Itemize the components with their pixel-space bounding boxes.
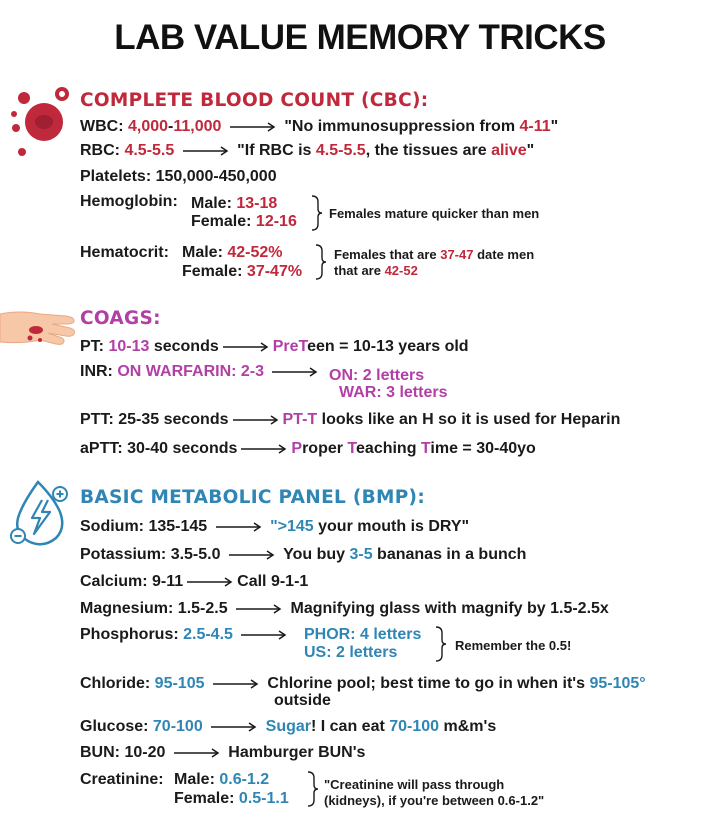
rbc-label: RBC:	[80, 142, 120, 159]
bun-row	[80, 744, 365, 762]
coags-heading: COAGS:	[80, 308, 161, 329]
bun-m: Hamburger BUN's	[228, 744, 366, 761]
potassium-m1: You buy	[283, 546, 350, 563]
creatinine-male	[174, 771, 269, 789]
chloride-label: Chloride:	[80, 675, 155, 692]
hematocrit-male-label: Male:	[182, 244, 223, 261]
aptt-row	[80, 440, 536, 458]
arrow-icon	[211, 722, 257, 732]
arrow-icon	[241, 444, 287, 454]
creatinine-note2: (kidneys), if you're between 0.6-1.2"	[324, 793, 545, 808]
arrow-icon	[216, 522, 262, 532]
rbc-row	[80, 142, 534, 160]
aptt-m-2: eaching	[356, 440, 421, 457]
wbc-label: WBC:	[80, 118, 124, 135]
inr-label: INR:	[80, 363, 113, 380]
hematocrit-note3: that are	[334, 263, 385, 278]
creatinine-label: Creatinine:	[80, 771, 164, 788]
pt-m-t: T	[298, 338, 308, 355]
pt-m-rest: = 10-13 years old	[334, 338, 469, 355]
pt-m-pre: Pre	[272, 338, 299, 355]
arrow-icon	[223, 342, 269, 352]
bun-label: BUN: 10-20	[80, 744, 166, 761]
glucose-m1: Sugar	[265, 718, 311, 735]
arrow-icon	[241, 630, 287, 640]
glucose-m4: m&m's	[439, 718, 497, 735]
wbc-high: 11,000	[173, 118, 222, 135]
brace-icon	[306, 770, 320, 808]
sodium-m2: your mouth is DRY"	[313, 518, 470, 535]
arrow-icon	[174, 748, 220, 758]
glucose-range: 70-100	[152, 718, 203, 735]
aptt-m-3: ime = 30-40yo	[430, 440, 536, 457]
wbc-mnemonic-prefix: "No immunosuppression from	[284, 118, 520, 135]
rbc-m2: 4.5-5.5	[315, 142, 366, 159]
hematocrit-female-value: 37-47%	[246, 263, 303, 280]
platelets-row: Platelets: 150,000-450,000	[80, 168, 277, 185]
hemoglobin-female	[191, 213, 297, 231]
inr-mnemonic-1: ON: 2 letters	[329, 367, 425, 384]
potassium-m2: 3-5	[349, 546, 373, 563]
glucose-row	[80, 718, 496, 736]
chloride-m3: outside	[274, 692, 331, 709]
brace-icon	[434, 625, 448, 663]
chloride-row	[80, 675, 646, 693]
potassium-label: Potassium: 3.5-5.0	[80, 546, 221, 563]
arrow-icon	[213, 679, 259, 689]
creatinine-male-value: 0.6-1.2	[219, 771, 270, 788]
inr-mnemonic-2: WAR: 3 letters	[339, 384, 448, 401]
hemoglobin-male	[191, 195, 277, 213]
ptt-row	[80, 411, 620, 429]
sodium-label: Sodium: 135-145	[80, 518, 208, 535]
aptt-m-t2: T	[420, 440, 431, 457]
wbc-low: 4,000	[128, 118, 169, 135]
creatinine-female	[174, 790, 289, 808]
calcium-m: Call 9-1-1	[237, 573, 309, 590]
creatinine-female-value: 0.5-1.1	[238, 790, 289, 807]
hematocrit-note-range1: 37-47	[440, 247, 474, 262]
pt-unit: seconds	[149, 338, 219, 355]
arrow-icon	[229, 550, 275, 560]
blood-cells-icon	[8, 82, 78, 158]
creatinine-female-label: Female:	[174, 790, 235, 807]
glucose-m2: ! I can eat	[310, 718, 390, 735]
pt-m-een: een	[307, 338, 335, 355]
brace-icon	[310, 194, 324, 232]
glucose-label: Glucose:	[80, 718, 153, 735]
hematocrit-note-line2	[334, 263, 418, 278]
calcium-row	[80, 573, 308, 591]
hematocrit-label: Hematocrit:	[80, 244, 169, 261]
pt-label: PT:	[80, 338, 104, 355]
page-title: LAB VALUE MEMORY TRICKS	[114, 18, 606, 57]
rbc-range: 4.5-5.5	[124, 142, 175, 159]
pt-row	[80, 338, 469, 356]
potassium-m3: bananas in a bunch	[372, 546, 527, 563]
inr-row	[80, 363, 322, 381]
hematocrit-note-line1	[334, 247, 534, 262]
rbc-m4: alive	[491, 142, 527, 159]
arrow-icon	[233, 415, 279, 425]
creatinine-male-label: Male:	[174, 771, 215, 788]
phosphorus-label: Phosphorus:	[80, 626, 184, 643]
bmp-heading: BASIC METABOLIC PANEL (BMP):	[80, 487, 426, 508]
wbc-dash: -	[168, 118, 174, 135]
phosphorus-range: 2.5-4.5	[183, 626, 233, 643]
arrow-icon	[236, 604, 282, 614]
wbc-mnemonic-range: 4-11	[519, 118, 551, 135]
phosphorus-m1: PHOR: 4 letters	[304, 626, 422, 643]
brace-icon	[314, 243, 328, 281]
aptt-m-1: roper	[302, 440, 348, 457]
sodium-m1: ">145	[270, 518, 314, 535]
ptt-m-pt: PT-T	[282, 411, 318, 428]
chloride-m1: Chlorine pool; best time to go in when it's	[267, 675, 590, 692]
electrolyte-drop-icon	[8, 478, 72, 550]
hemoglobin-label: Hemoglobin:	[80, 193, 178, 210]
arrow-icon	[187, 577, 233, 587]
potassium-row	[80, 546, 526, 564]
hematocrit-note2: date men	[473, 247, 535, 262]
hematocrit-male	[182, 244, 283, 262]
ptt-label: PTT: 25-35 seconds	[80, 411, 229, 428]
hematocrit-female-label: Female:	[182, 263, 243, 280]
hemoglobin-female-label: Female:	[191, 213, 252, 230]
phosphorus-note: Remember the 0.5!	[455, 638, 572, 653]
rbc-m3: , the tissues are	[365, 142, 492, 159]
hemoglobin-male-value: 13-18	[236, 195, 278, 212]
arrow-icon	[183, 146, 229, 156]
sodium-row	[80, 518, 469, 536]
arrow-icon	[230, 122, 276, 132]
hematocrit-male-value: 42-52%	[227, 244, 283, 261]
aptt-m-t: T	[347, 440, 357, 457]
chloride-m2: 95-105°	[589, 675, 646, 692]
arrow-icon	[272, 367, 318, 377]
phosphorus-m2: US: 2 letters	[304, 644, 398, 661]
hematocrit-note1: Females that are	[334, 247, 441, 262]
wbc-row	[80, 118, 558, 136]
chloride-range: 95-105	[154, 675, 205, 692]
inr-value: ON WARFARIN: 2-3	[117, 363, 265, 380]
pt-range: 10-13	[108, 338, 150, 355]
magnesium-row	[80, 600, 609, 618]
glucose-m3: 70-100	[389, 718, 440, 735]
calcium-label: Calcium: 9-11	[80, 573, 184, 590]
rbc-m5: "	[526, 142, 535, 159]
hematocrit-female	[182, 263, 302, 281]
bleeding-hand-icon	[0, 300, 78, 352]
hemoglobin-male-label: Male:	[191, 195, 232, 212]
aptt-label: aPTT: 30-40 seconds	[80, 440, 238, 457]
magnesium-m: Magnifying glass with magnify by 1.5-2.5x	[290, 600, 609, 617]
creatinine-note1: "Creatinine will pass through	[324, 777, 505, 792]
ptt-m-rest: looks like an H so it is used for Heparin	[317, 411, 621, 428]
hemoglobin-note: Females mature quicker than men	[329, 206, 540, 221]
rbc-m1: "If RBC is	[237, 142, 316, 159]
hematocrit-note-range2: 42-52	[384, 263, 418, 278]
phosphorus-row	[80, 626, 291, 644]
magnesium-label: Magnesium: 1.5-2.5	[80, 600, 228, 617]
cbc-heading: COMPLETE BLOOD COUNT (CBC):	[80, 90, 429, 111]
aptt-m-p: P	[291, 440, 303, 457]
hemoglobin-female-value: 12-16	[255, 213, 297, 230]
wbc-mnemonic-suffix: "	[550, 118, 559, 135]
